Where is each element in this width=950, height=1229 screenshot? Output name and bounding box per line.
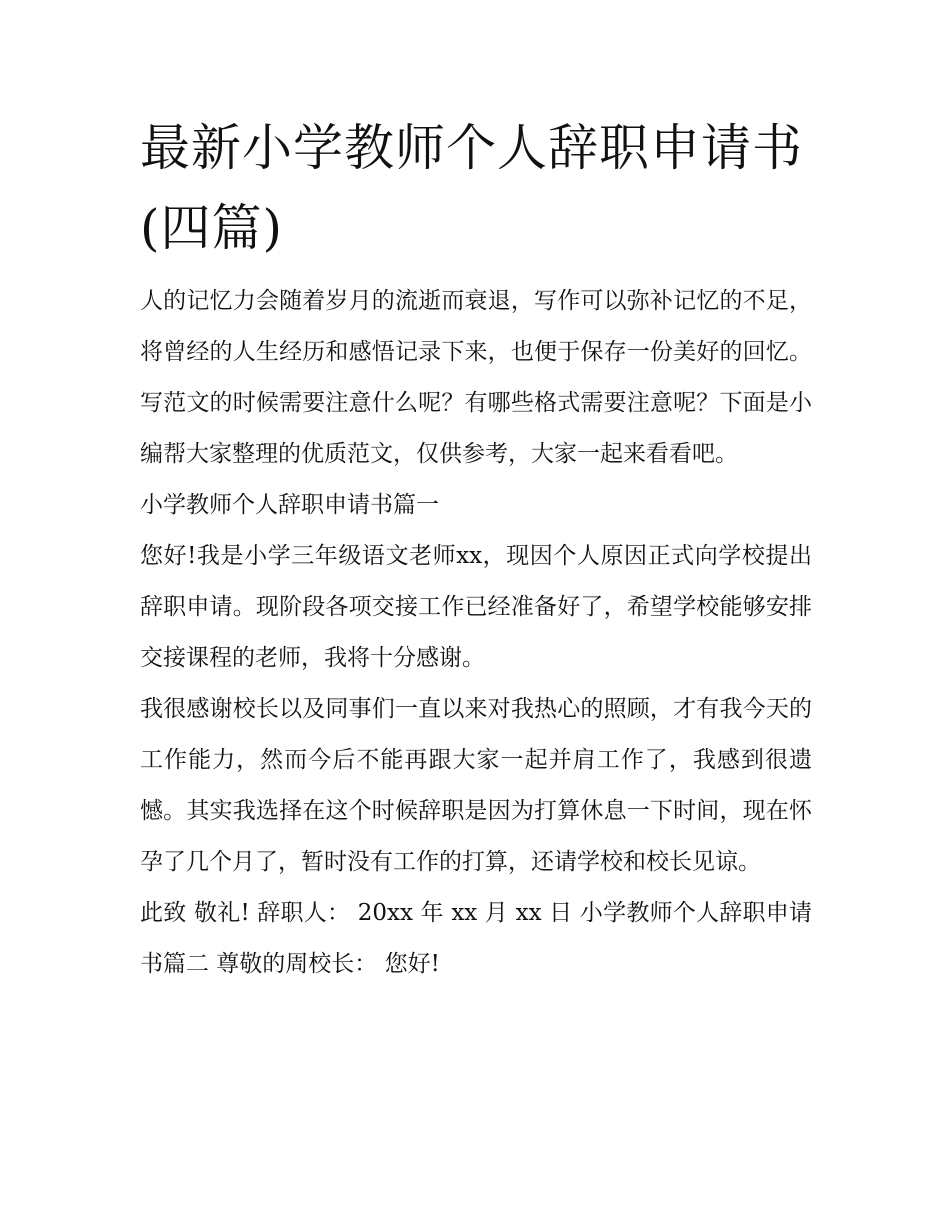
document-body (140, 276, 812, 990)
body-paragraph: 您好!我是小学三年级语文老师xx，现因个人原因正式向学校提出辞职申请。现阶段各项交接工作已经准备好了，希望学校能够安排交接课程的老师，我将十分感谢。 (140, 543, 812, 671)
intro-paragraph: 人的记忆力会随着岁月的流逝而衰退，写作可以弥补记忆的不足，将曾经的人生经历和感悟记录下来，也便于保存一份美好的回忆。写范文的时候需要注意什么呢？有哪些格式需要注意呢？下面是小编帮大家整理的优质范文，仅供参考，大家一起来看看吧。 (140, 288, 812, 467)
section-heading-part-one: 小学教师个人辞职申请书篇一 (140, 492, 439, 518)
body-paragraph: 我很感谢校长以及同事们一直以来对我热心的照顾，才有我今天的工作能力，然而今后不能再跟大家一起并肩工作了，我感到很遗憾。其实我选择在这个时候辞职是因为打算休息一下时间，现在怀孕了几个月了，暂时没有工作的打算，还请学校和校长见谅。 (140, 696, 812, 875)
document-title: 最新小学教师个人辞职申请书(四篇) (140, 119, 803, 257)
closing-paragraph: 此致 敬礼! 辞职人： 20xx 年 xx 月 xx 日 小学教师个人辞职申请书篇二 尊敬的周校长： 您好! (140, 900, 812, 977)
